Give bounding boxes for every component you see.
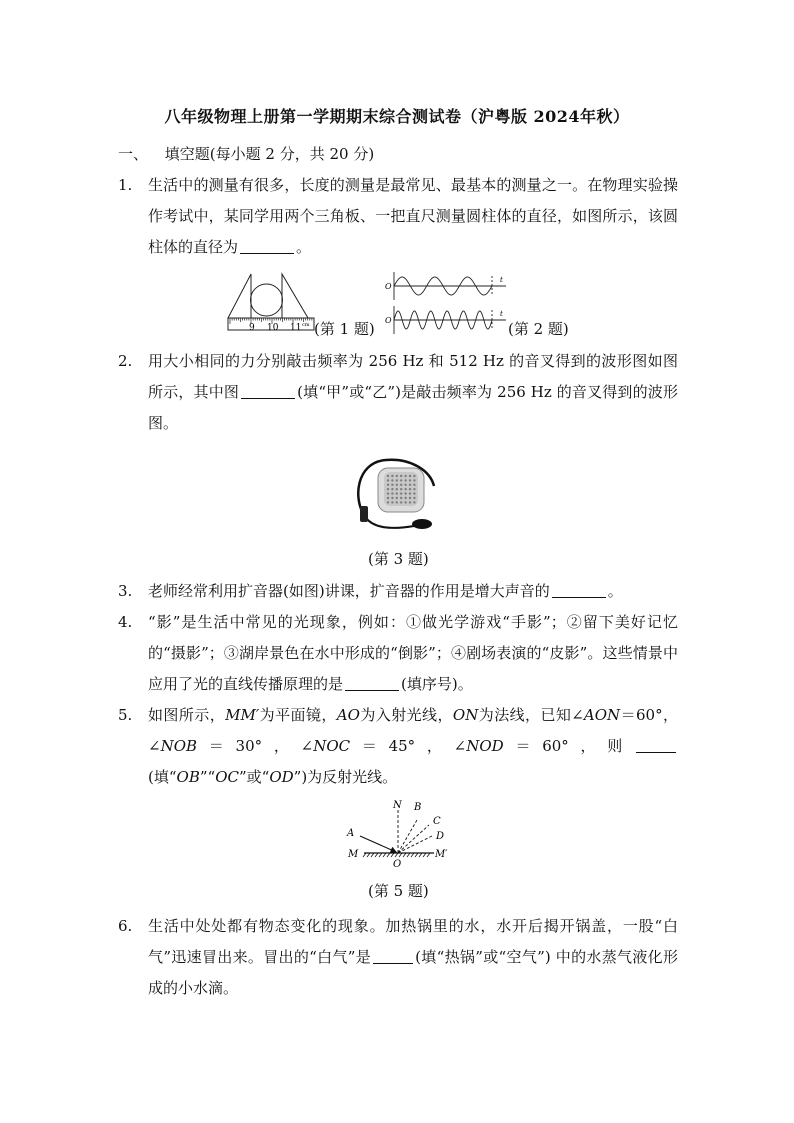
grille-dot: [400, 475, 402, 477]
grille-dot: [404, 475, 406, 477]
ruler-tick-label: 10: [267, 323, 279, 332]
grille-dot: [387, 475, 389, 477]
label-n: N: [393, 800, 402, 811]
figure-5-caption: (第 5 题): [368, 882, 429, 900]
question-6: [118, 911, 678, 1004]
ruler-tick-label: 9: [249, 323, 255, 332]
answer-blank[interactable]: [636, 737, 676, 753]
label-b: B: [414, 802, 422, 813]
answer-blank[interactable]: [240, 238, 294, 254]
figure-1-caption: (第 1 题): [314, 320, 375, 338]
grille-dot: [396, 484, 398, 486]
grille-dot: [387, 501, 389, 503]
label-o: O: [393, 859, 402, 870]
question-text: ”或“: [238, 768, 270, 786]
question-number: 6.: [118, 917, 133, 935]
grille-dot: [404, 479, 406, 481]
grille-dot: [409, 475, 411, 477]
grille-dot: [396, 501, 398, 503]
question-text: 为入射光线，: [359, 706, 453, 724]
grille-dot: [396, 475, 398, 477]
grille-dot: [409, 497, 411, 499]
label-m: M: [348, 849, 359, 860]
grille-dot: [409, 501, 411, 503]
origin-label: O: [385, 282, 392, 291]
question-number: 5.: [118, 706, 133, 724]
question-number: 1.: [118, 176, 133, 194]
grille-dot: [396, 492, 398, 494]
question-3: [118, 576, 678, 607]
question-text: ”“: [199, 768, 216, 786]
question-text: ＝45°，∠: [350, 737, 467, 755]
question-5: [118, 700, 678, 793]
answer-blank[interactable]: [241, 383, 295, 399]
grille-dot: [400, 479, 402, 481]
math-var: NOD: [466, 737, 504, 755]
ruler-tick-label: 11: [290, 323, 302, 332]
grille-dot: [400, 497, 402, 499]
grille-dot: [413, 479, 415, 481]
grille-dot: [413, 484, 415, 486]
math-var: AON: [583, 706, 621, 724]
grille-dot: [391, 492, 393, 494]
math-var: NOC: [313, 737, 351, 755]
grille-dot: [409, 492, 411, 494]
question-number: 4.: [118, 613, 133, 631]
question-text-tail: (填序号)。: [401, 675, 473, 693]
grille-dot: [391, 475, 393, 477]
question-2: [118, 346, 678, 439]
right-triangle: [282, 274, 308, 318]
math-var: OD: [269, 768, 294, 786]
question-text: ”)为反射光线。: [293, 768, 398, 786]
page-title: 八年级物理上册第一学期期末综合测试卷（沪粤版 2024年秋）: [164, 107, 630, 126]
grille-dot: [404, 484, 406, 486]
question-text: ＝30°，∠: [197, 737, 314, 755]
grille-dot: [404, 497, 406, 499]
grille-dot: [391, 501, 393, 503]
ruler-unit-label: cm: [302, 322, 310, 328]
question-text: 生活中处处都有物态变化的现象。加热锅里的水，水开后揭开锅盖，一股“白气”迅速冒出来。冒出的“白气”是: [148, 917, 678, 966]
grille-dot: [400, 501, 402, 503]
grille-dot: [396, 497, 398, 499]
label-m-prime: M′: [435, 849, 448, 860]
question-text: 为平面镜，: [259, 706, 337, 724]
question-text: 如图所示，: [148, 706, 226, 724]
grille-dot: [413, 497, 415, 499]
grille-dot: [391, 488, 393, 490]
grille-dot: [391, 497, 393, 499]
grille-dot: [400, 488, 402, 490]
label-d: D: [436, 831, 445, 842]
math-var: NOB: [160, 737, 198, 755]
ray-od: [398, 836, 432, 853]
figure-1-diagram: [224, 270, 316, 332]
question-text-tail: 。: [296, 238, 312, 256]
answer-blank[interactable]: [552, 582, 606, 598]
figure-2-caption: (第 2 题): [508, 320, 569, 338]
grille-dot: [404, 488, 406, 490]
question-text: ＝60°，∠: [148, 706, 678, 755]
grille-dot: [387, 488, 389, 490]
section-number: 一、: [118, 145, 149, 163]
question-text-tail: 。: [607, 582, 623, 600]
grille-dot: [396, 479, 398, 481]
question-4: [118, 607, 678, 700]
math-var: OB: [176, 768, 200, 786]
grille-dot: [404, 501, 406, 503]
grille-dot: [409, 488, 411, 490]
ray-oc: [398, 825, 429, 853]
math-var: AO: [336, 706, 360, 724]
grille-dot: [391, 479, 393, 481]
question-text: 生活中的测量有很多，长度的测量是最常见、最基本的测量之一。在物理实验操作考试中，某同学用两个三角板、一把直尺测量圆柱体的直径，如图所示，该圆柱体的直径为: [148, 176, 678, 256]
label-c: C: [433, 816, 441, 827]
question-text: 为法线，已知∠: [478, 706, 584, 724]
figure-5-diagram: [340, 796, 460, 870]
question-text: (填“: [148, 768, 177, 786]
question-text: “影”是生活中常见的光现象，例如：①做光学游戏“手影”；②留下美好记忆的“摄影”；③湖岸景色在水中形成的“倒影”；④剧场表演的“皮影”。这些情景中应用了光的直线传播原理的是: [148, 613, 678, 693]
math-var: MM′: [225, 706, 260, 724]
section-heading: [118, 143, 374, 164]
loudspeaker-icon: [350, 452, 442, 536]
grille-dot: [387, 492, 389, 494]
question-number: 2.: [118, 352, 133, 370]
grille-dot: [396, 488, 398, 490]
grille-dot: [400, 484, 402, 486]
grille-dot: [413, 492, 415, 494]
grille-dot: [409, 484, 411, 486]
grille-dot: [413, 501, 415, 503]
question-number: 3.: [118, 582, 133, 600]
question-1: [118, 170, 678, 263]
question-text: 用大小相同的力分别敲击频率为 256 Hz 和 512 Hz 的音叉得到的波形图如图所示，其中图: [148, 352, 678, 401]
section-label: 填空题(每小题 2 分，共 20 分): [164, 145, 375, 163]
incident-ray-ao: [360, 836, 396, 852]
question-text: ＝60°，则: [503, 737, 635, 755]
grille-dot: [413, 475, 415, 477]
grille-dot: [387, 484, 389, 486]
question-text: 老师经常利用扩音器(如图)讲课，扩音器的作用是增大声音的: [148, 582, 550, 600]
figure-2-diagram: [382, 270, 512, 336]
math-var: ON: [452, 706, 479, 724]
cylinder-circle: [251, 284, 283, 316]
axis-label: t: [500, 276, 503, 284]
grille-dot: [413, 488, 415, 490]
grille-dot: [387, 497, 389, 499]
label-a: A: [347, 828, 355, 839]
origin-label: O: [385, 316, 392, 325]
grille-dot: [400, 492, 402, 494]
grille-dot: [409, 479, 411, 481]
grille-dot: [387, 479, 389, 481]
question-text-tail: (填“热锅”或“空气”) 中的水蒸气液化形成的小水滴。: [148, 948, 678, 997]
grille-dot: [404, 492, 406, 494]
figure-3-caption: (第 3 题): [368, 550, 429, 568]
axis-label: t: [500, 310, 503, 318]
question-text-tail: (填“甲”或“乙”)是敲击频率为 256 Hz 的音叉得到的波形图。: [148, 383, 678, 432]
left-triangle: [228, 274, 251, 318]
answer-blank[interactable]: [373, 948, 413, 964]
grille-dot: [391, 484, 393, 486]
answer-blank[interactable]: [345, 675, 399, 691]
math-var: OC: [215, 768, 239, 786]
